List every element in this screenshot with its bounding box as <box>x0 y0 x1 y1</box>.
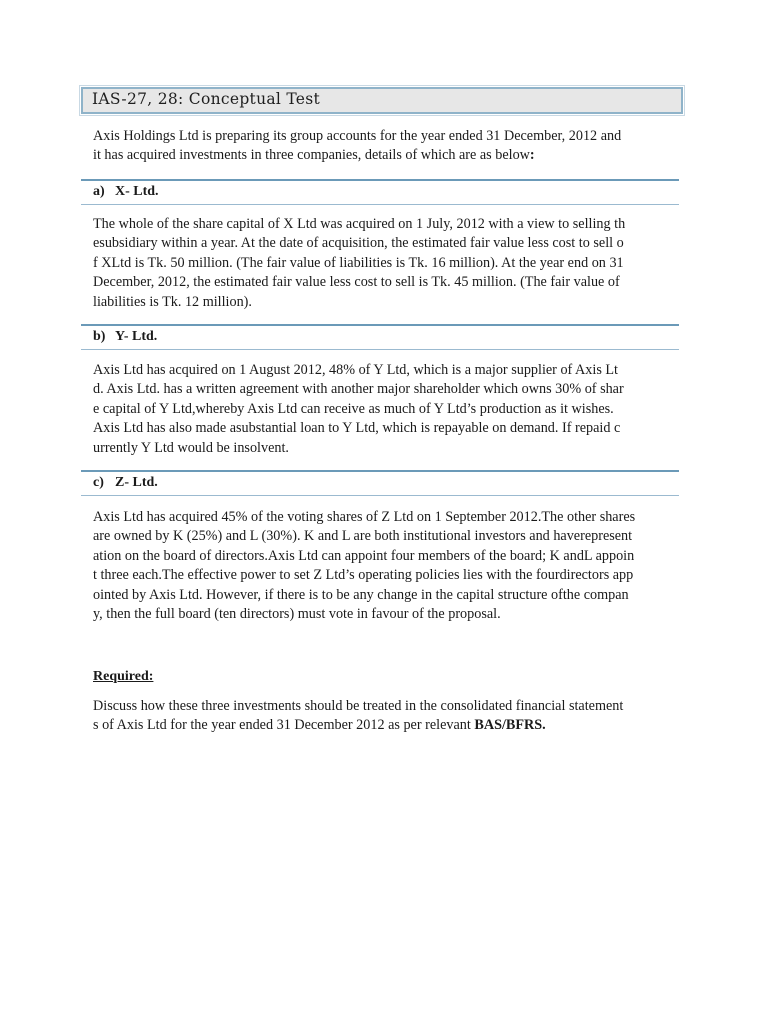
page-title: IAS-27, 28: Conceptual Test <box>92 90 321 108</box>
section-c-heading <box>93 475 158 491</box>
section-c-body <box>93 508 693 624</box>
title-box <box>81 87 683 114</box>
section-a-line: The whole of the share capital of X Ltd was acquired on 1 July, 2012 with a view to selling th <box>93 216 626 232</box>
intro-line: Axis Holdings Ltd is preparing its group accounts for the year ended 31 December, 2012 and <box>93 128 622 144</box>
section-b-line: urrently Y Ltd would be insolvent. <box>93 439 289 456</box>
section-b-line: Axis Ltd has also made asubstantial loan to Y Ltd, which is repayable on demand. If repaid c <box>93 420 621 437</box>
section-c-bottom-rule <box>81 495 679 496</box>
required-line-text: s of Axis Ltd for the year ended 31 December 2012 as per relevant <box>93 717 475 734</box>
section-a-letter: a) <box>93 184 105 199</box>
intro-paragraph <box>93 127 693 166</box>
intro-line <box>93 146 693 165</box>
section-c-line: are owned by K (25%) and L (30%). K and L are both institutional investors and haverepresent <box>93 528 633 545</box>
section-b-letter: b) <box>93 329 106 344</box>
section-b-top-rule <box>81 324 679 326</box>
section-c-line: ation on the board of directors.Axis Ltd can appoint four members of the board; K andL appoin <box>93 547 635 564</box>
section-b-line: Axis Ltd has acquired on 1 August 2012, 48% of Y Ltd, which is a major supplier of Axis Lt <box>93 362 618 378</box>
required-standard: BAS/BFRS. <box>474 717 546 734</box>
section-a-line: December, 2012, the estimated fair value less cost to sell is Tk. 45 million. (The fair value of <box>93 274 620 291</box>
required-line: Discuss how these three investments should be treated in the consolidated financial statement <box>93 698 624 714</box>
section-c-line: t three each.The effective power to set Z Ltd’s operating policies lies with the fourdirectors app <box>93 567 634 584</box>
section-b-line: d. Axis Ltd. has a written agreement with another major shareholder which owns 30% of shar <box>93 381 624 398</box>
required-line <box>93 716 693 735</box>
section-a-heading <box>93 184 159 200</box>
intro-line-text: it has acquired investments in three companies, details of which are as below: <box>93 147 535 164</box>
section-b-bottom-rule <box>81 349 679 350</box>
section-a-line: f XLtd is Tk. 50 million. (The fair value of liabilities is Tk. 16 million). At the year end on 31 <box>93 254 624 271</box>
section-c-line: ointed by Axis Ltd. However, if there is to be any change in the capital structure ofthe compan <box>93 586 629 603</box>
section-a-line: esubsidiary within a year. At the date of acquisition, the estimated fair value less cost to sell o <box>93 235 624 252</box>
section-a-body <box>93 215 693 312</box>
required-heading: Required: <box>93 669 154 684</box>
section-c-top-rule <box>81 470 679 472</box>
section-b-title: Y- Ltd. <box>115 329 158 344</box>
section-a-bottom-rule <box>81 204 679 205</box>
section-c-title: Z- Ltd. <box>115 475 158 490</box>
section-c-line: Axis Ltd has acquired 45% of the voting shares of Z Ltd on 1 September 2012.The other shares <box>93 509 636 525</box>
required-body <box>93 697 693 736</box>
section-b-body <box>93 361 693 458</box>
section-c-letter: c) <box>93 475 104 490</box>
section-b-heading <box>93 329 157 345</box>
section-a-title: X- Ltd. <box>115 184 159 199</box>
section-c-line: y, then the full board (ten directors) must vote in favour of the proposal. <box>93 606 501 623</box>
section-a-top-rule <box>81 179 679 181</box>
section-a-line: liabilities is Tk. 12 million). <box>93 293 252 310</box>
intro-colon: : <box>529 147 535 164</box>
section-b-line: e capital of Y Ltd,whereby Axis Ltd can receive as much of Y Ltd’s production as it wishes. <box>93 400 614 417</box>
